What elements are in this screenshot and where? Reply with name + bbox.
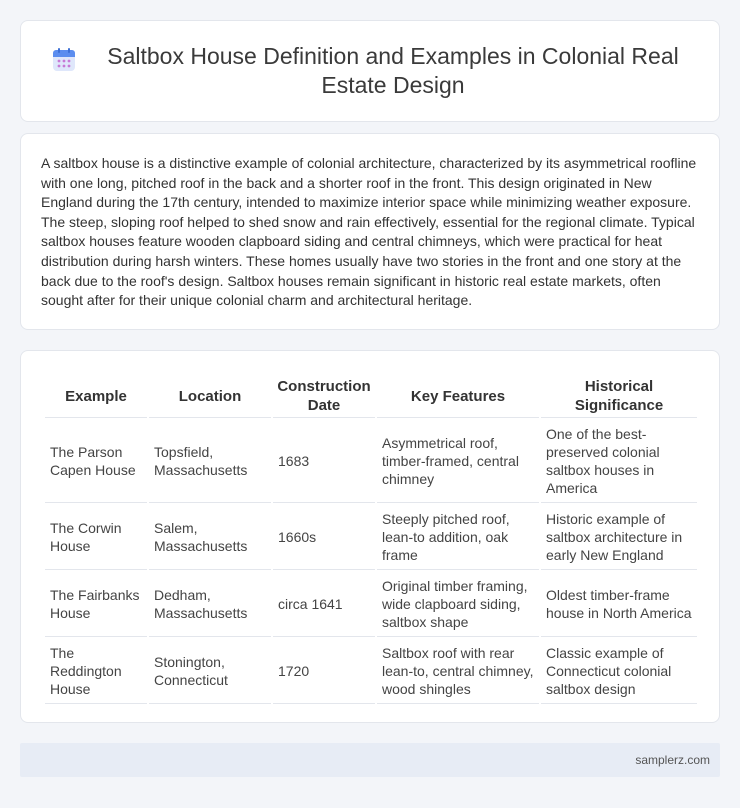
- title-card: [20, 20, 720, 122]
- cell-historical-significance: Historic example of saltbox architecture in early New England: [541, 505, 697, 570]
- cell-key-features: Original timber framing, wide clapboard siding, saltbox shape: [377, 572, 539, 637]
- footer-site-link[interactable]: samplerz.com: [635, 753, 710, 767]
- cell-location: Topsfield, Massachusetts: [149, 420, 271, 503]
- page-title: Saltbox House Definition and Examples in Colonial Real Estate Design: [107, 43, 679, 98]
- cell-key-features: Steeply pitched roof, lean-to addition, oak frame: [377, 505, 539, 570]
- table-row: [45, 420, 697, 503]
- column-header-example: Example: [45, 373, 147, 418]
- cell-example: The Corwin House: [45, 505, 147, 570]
- table-row: [45, 505, 697, 570]
- column-header-location: Location: [149, 373, 271, 418]
- cell-construction-date: 1720: [273, 639, 375, 704]
- cell-key-features: Saltbox roof with rear lean-to, central chimney, wood shingles: [377, 639, 539, 704]
- cell-construction-date: circa 1641: [273, 572, 375, 637]
- column-header-key-features: Key Features: [377, 373, 539, 418]
- table-header-row: [45, 373, 697, 418]
- cell-historical-significance: One of the best-preserved colonial saltbox houses in America: [541, 420, 697, 503]
- cell-example: The Reddington House: [45, 639, 147, 704]
- calendar-icon: [51, 47, 77, 73]
- cell-example: The Fairbanks House: [45, 572, 147, 637]
- column-header-construction-date: Construction Date: [273, 373, 375, 418]
- title-row: [21, 21, 719, 121]
- cell-location: Salem, Massachusetts: [149, 505, 271, 570]
- cell-historical-significance: Classic example of Connecticut colonial saltbox design: [541, 639, 697, 704]
- table-card: [20, 350, 720, 723]
- cell-key-features: Asymmetrical roof, timber-framed, central chimney: [377, 420, 539, 503]
- intro-paragraph: A saltbox house is a distinctive example of colonial architecture, characterized by its asymmetrical roofline with one long, pitched roof in the back and a shorter roof in the front. This design originated in New England during the 17th century, intended to maximize interior space while minimizing weather exposure. The steep, sloping roof helped to shed snow and rain effectively, essential for the regional climate. Typical saltbox houses feature wooden clapboard siding and central chimneys, which were practical for heat distribution during harsh winters. These homes usually have two stories in the front and one story at the back due to the roof's design. Saltbox houses remain significant in historic real estate markets, often sought after for their unique colonial charm and architectural heritage.: [41, 155, 697, 309]
- column-header-historical-significance: Historical Significance: [541, 373, 697, 418]
- footer: [20, 743, 720, 777]
- cell-location: Stonington, Connecticut: [149, 639, 271, 704]
- cell-historical-significance: Oldest timber-frame house in North America: [541, 572, 697, 637]
- cell-example: The Parson Capen House: [45, 420, 147, 503]
- table-row: [45, 572, 697, 637]
- table-row: [45, 639, 697, 704]
- cell-construction-date: 1683: [273, 420, 375, 503]
- examples-table: [43, 371, 699, 706]
- cell-construction-date: 1660s: [273, 505, 375, 570]
- intro-card: [20, 133, 720, 330]
- cell-location: Dedham, Massachusetts: [149, 572, 271, 637]
